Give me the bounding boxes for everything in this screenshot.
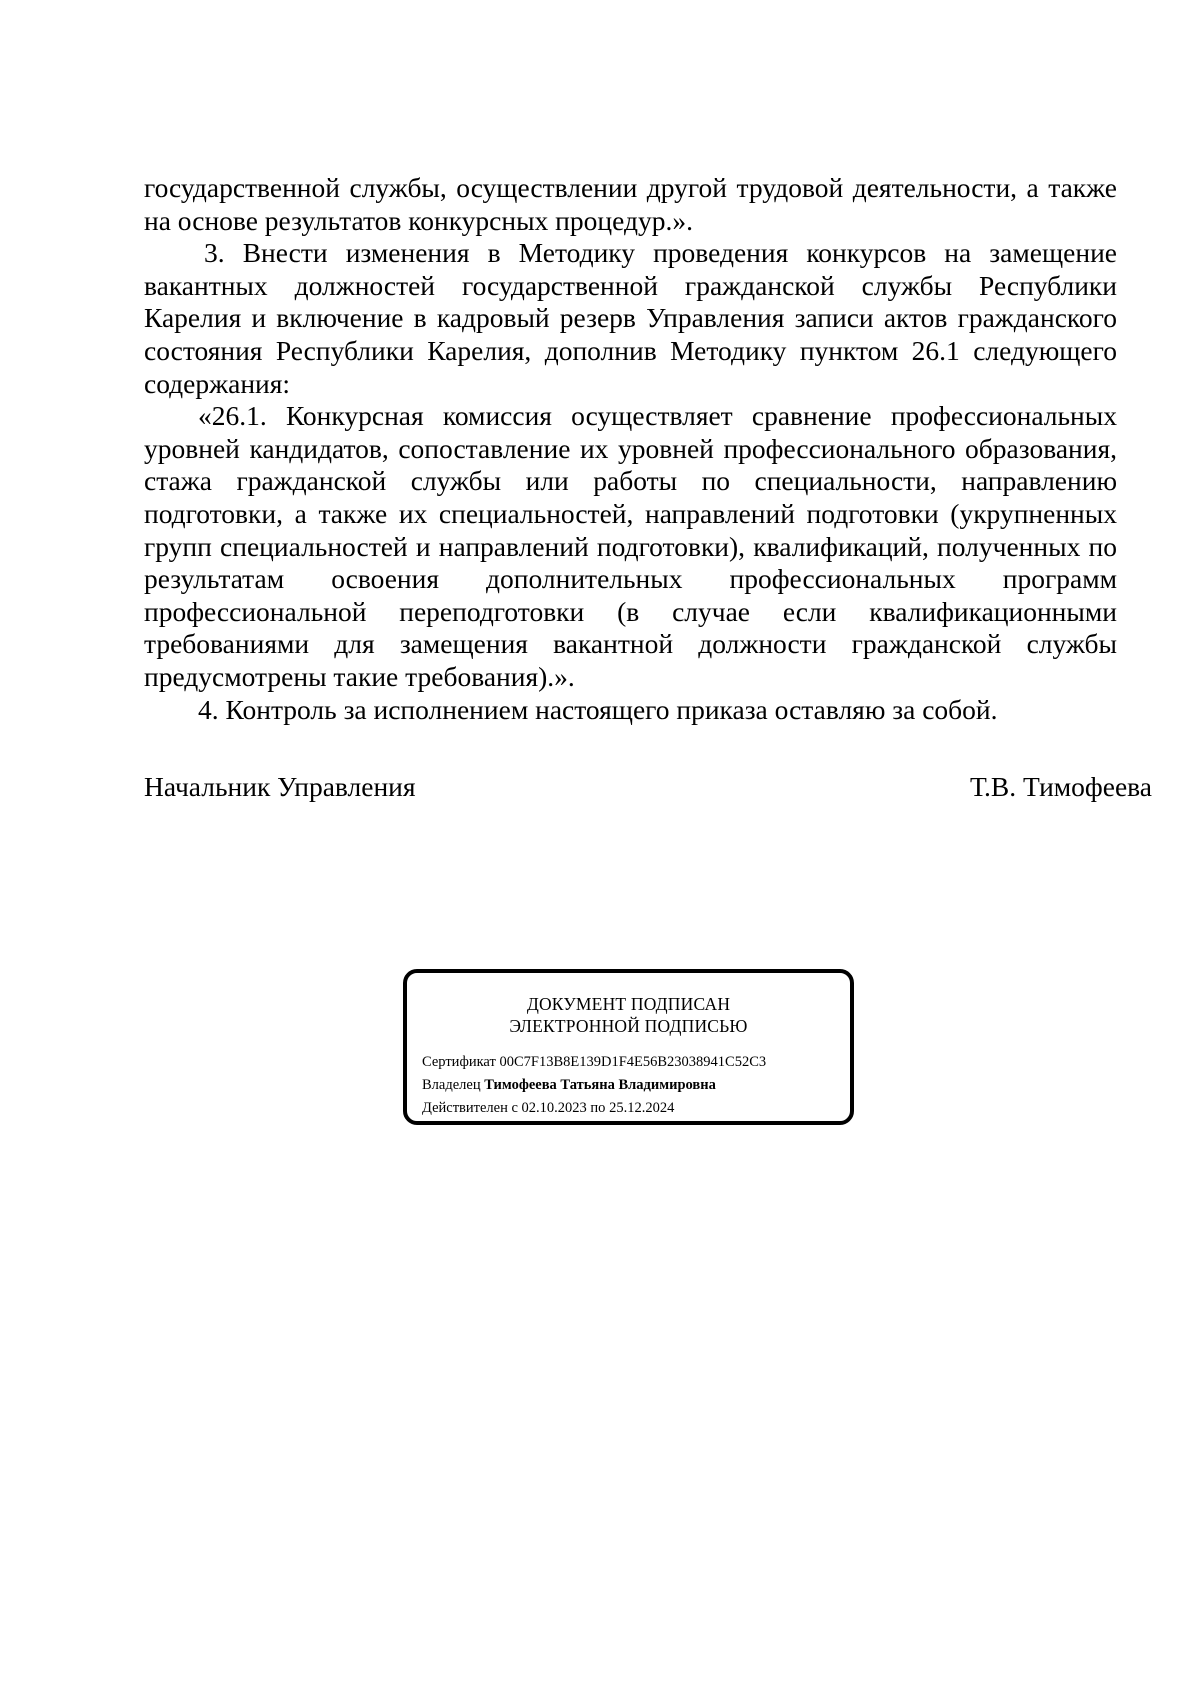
stamp-title-line-1: ДОКУМЕНТ ПОДПИСАН (526, 994, 731, 1014)
paragraph-continuation: государственной службы, осуществлении другой трудовой деятельности, а также на основе результатов конкурсных процедур.». (144, 172, 1117, 236)
stamp-validity-row (422, 1097, 850, 1120)
paragraph-item-4: 4. Контроль за исполнением настоящего приказа оставляю за собой. (198, 693, 998, 725)
certificate-value: 00C7F13B8E139D1F4E56B23038941C52C3 (499, 1054, 767, 1070)
electronic-signature-stamp (403, 969, 854, 1125)
validity-label: Действителен с (422, 1100, 518, 1116)
stamp-title-line-2: ЭЛЕКТРОННОЙ ПОДПИСЬЮ (509, 1016, 748, 1036)
validity-to-label: по (590, 1100, 606, 1116)
document-body (144, 172, 1117, 726)
stamp-certificate-row (422, 1051, 850, 1074)
stamp-details (422, 1051, 850, 1120)
valid-from: 02.10.2023 (521, 1100, 587, 1116)
stamp-owner-row (422, 1074, 850, 1097)
paragraph-item-3: 3. Внести изменения в Методику проведения конкурсов на замещение вакантных должностей государственной гражданской службы Республики Карелия и включение в кадровый резерв Управления записи актов гражданского состояния Республики Карелия, дополнив Методику пунктом 26.1 следующего содержания: (144, 237, 1117, 399)
signatory-name: Т.В. Тимофеева (969, 771, 1152, 802)
signatory-position: Начальник Управления (144, 771, 416, 802)
signature-block (144, 771, 1152, 803)
certificate-label: Сертификат (422, 1054, 496, 1070)
stamp-title (407, 993, 850, 1037)
owner-label: Владелец (422, 1077, 481, 1093)
paragraph-item-26-1: «26.1. Конкурсная комиссия осуществляет сравнение профессиональных уровней кандидатов, сопоставление их уровней профессионального образования, стажа гражданской службы или работы по специальности, направлению подготовки, а также их специальностей, направлений подготовки (укрупненных групп специальностей и направлений подготовки), квалификаций, полученных по результатам освоения дополнительных профессиональных программ профессиональной переподготовки (в случае если квалификационными требованиями для замещения вакантной должности гражданской службы предусмотрены такие требования).». (144, 400, 1117, 692)
owner-value: Тимофеева Татьяна Владимировна (484, 1077, 716, 1093)
valid-to: 25.12.2024 (609, 1100, 675, 1116)
